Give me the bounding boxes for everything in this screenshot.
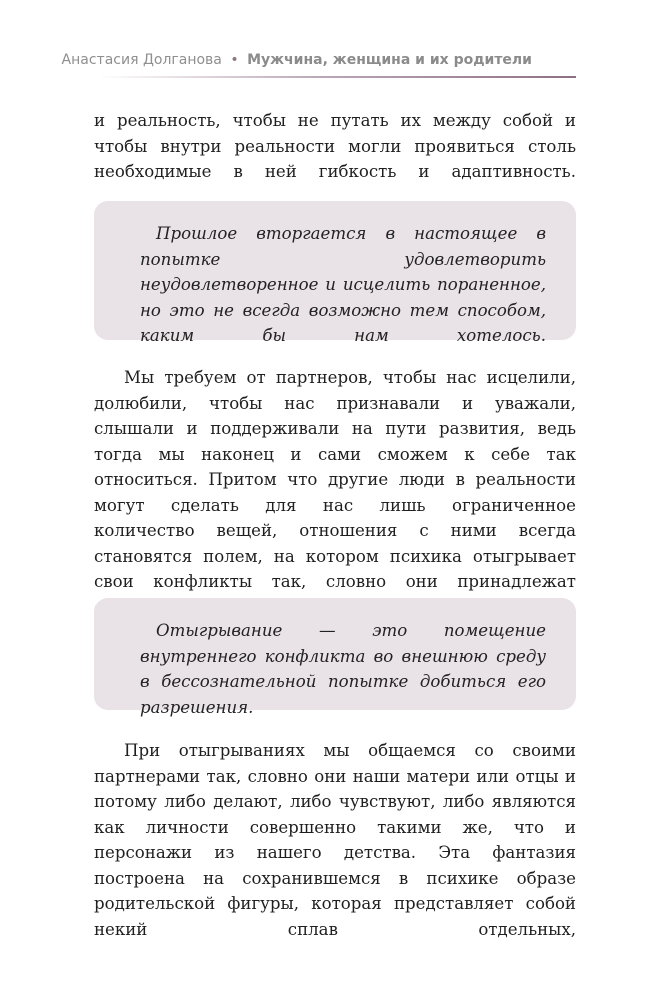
quote-2-text: Отыгрывание — это помещение внутреннего конфликта во внешнюю среду в бессознательной попытке добиться его разрешения.	[140, 621, 546, 717]
paragraph-1: и реальность, чтобы не путать их между собой и чтобы внутри реальности могли проявиться столь необходимые в ней гибкость и адаптивность.	[94, 111, 576, 181]
quote-1-text: Прошлое вторгается в настоящее в попытке удовлетворить неудовлетворенное и исцелить пораненное, но это не всегда возможно тем способом, каким бы нам хотелось.	[140, 224, 546, 345]
running-header	[0, 52, 532, 68]
header-author: Анастасия Долганова	[61, 52, 222, 68]
paragraph-2: Мы требуем от партнеров, чтобы нас исцелили, долюбили, чтобы нас признавали и уважали, слышали и поддерживали на пути развития, ведь тогда мы наконец и сами сможем к себе так относиться. Притом что другие люди в реальности могут сделать для нас лишь ограниченное количество вещей, отношения с ними всегда становятся полем, на котором психика отыгрывает свои конфликты так, словно они принадлежат	[94, 368, 576, 591]
header-separator: •	[230, 52, 239, 68]
quote-box-2	[94, 598, 576, 717]
header-rule	[98, 76, 576, 78]
quote-box-1	[94, 201, 576, 345]
header-book-title: Мужчина, женщина и их родители	[247, 52, 532, 68]
paragraph-3: При отыгрываниях мы общаемся со своими партнерами так, словно они наши матери или отцы и потому либо делают, либо чувствуют, либо являются как личности совершенно такими же, что и персонажи из нашего детства. Эта фантазия построена на сохранившемся в психике образе родительской фигуры, которая представляет собой некий сплав отдельных,	[94, 741, 576, 939]
